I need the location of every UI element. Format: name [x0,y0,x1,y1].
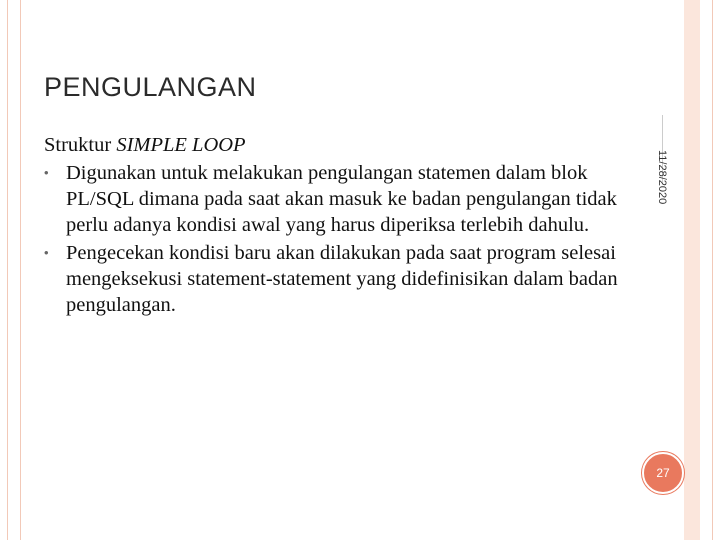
list-item [44,160,624,238]
bullet-text: Pengecekan kondisi baru akan dilakukan pada saat program selesai mengeksekusi statement-statement yang didefinisikan dalam badan pengulangan. [66,242,618,316]
slide-body [44,132,624,320]
bullet-icon: • [44,245,49,260]
page-number: 27 [656,466,670,480]
bullet-list [44,160,624,318]
page-number-badge [642,452,684,494]
bullet-text: Digunakan untuk melakukan pengulangan statemen dalam blok PL/SQL dimana pada saat akan masuk ke badan pengulangan tidak perlu adanya kondisi awal yang harus diperiksa terlebih dahulu. [66,162,617,236]
bullet-icon: • [44,165,49,180]
list-item [44,240,624,318]
slide-title: PENGULANGAN [44,72,257,102]
slide-date: 11/28/2020 [656,150,668,205]
subheading-italic: SIMPLE LOOP [116,134,246,156]
decorative-side-band [684,0,700,540]
subheading [44,132,624,158]
subheading-prefix: Struktur [44,134,117,156]
